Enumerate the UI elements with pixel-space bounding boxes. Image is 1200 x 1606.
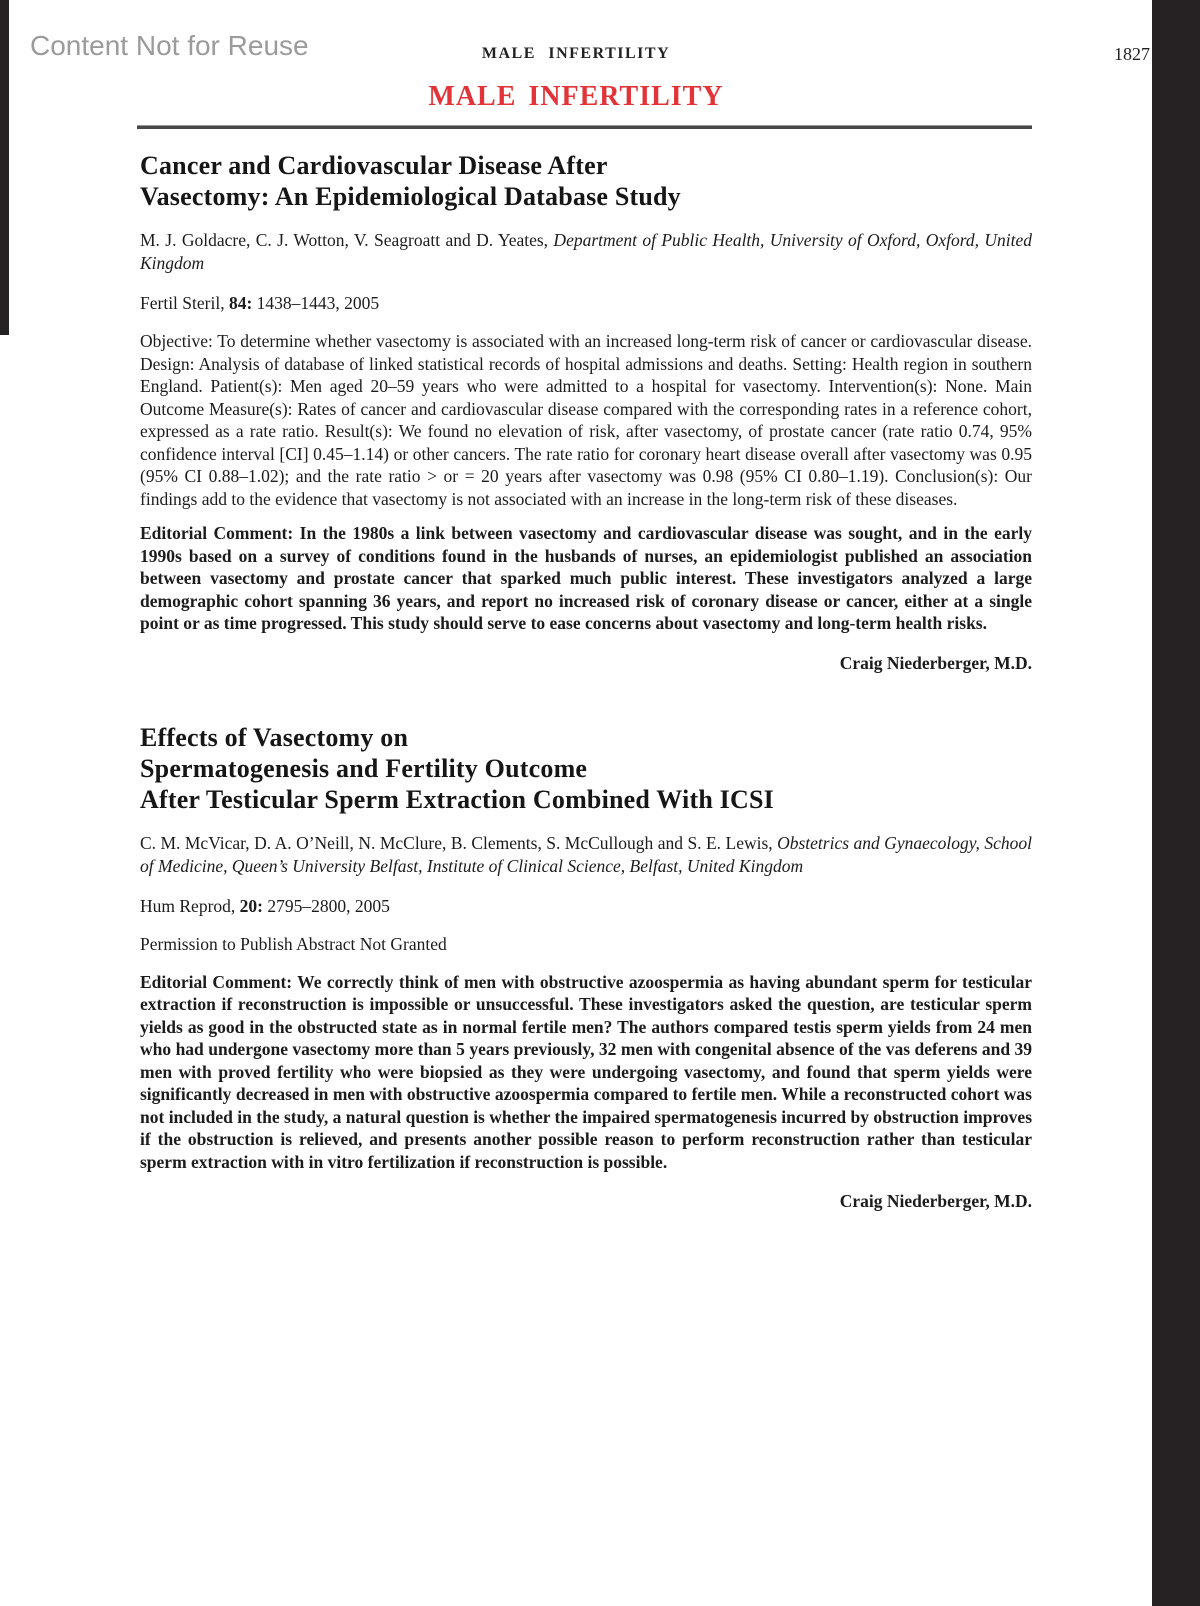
running-head: MALE INFERTILITY <box>481 45 671 62</box>
article-1-title <box>140 150 1032 212</box>
article-2-title-line-2: Spermatogenesis and Fertility Outcome <box>140 753 588 783</box>
article-1-title-line-1: Cancer and Cardiovascular Disease After <box>140 151 608 180</box>
article-1-citation <box>140 292 1032 315</box>
article-2-byline <box>140 832 1032 878</box>
article-2-signature: Craig Niederberger, M.D. <box>839 1191 1032 1211</box>
article-2-title-line-3: After Testicular Sperm Extraction Combined With ICSI <box>140 784 774 814</box>
article-1-authors: M. J. Goldacre, C. J. Wotton, V. Seagroatt and D. Yeates, <box>140 230 549 250</box>
article-2-title-line-1: Effects of Vasectomy on <box>140 722 409 752</box>
article-2-title <box>140 722 1032 815</box>
article-separator <box>140 674 1032 722</box>
page-content <box>140 150 1032 1212</box>
article-1-title-line-2: Vasectomy: An Epidemiological Database Study <box>140 182 681 211</box>
article-2-citation-volume: 20: <box>239 895 263 916</box>
article-1 <box>140 150 1032 674</box>
article-2-citation-pages: 2795–2800, 2005 <box>262 895 390 916</box>
page-number: 1827 <box>1114 44 1150 64</box>
scan-edge-strip-left <box>0 0 9 335</box>
article-1-citation-pages: 1438–1443, 2005 <box>252 293 380 313</box>
article-1-citation-journal: Fertil Steril, <box>140 293 229 313</box>
section-heading: MALE INFERTILITY <box>428 81 724 112</box>
article-2-authors: C. M. McVicar, D. A. O’Neill, N. McClure, B. Clements, S. McCullough and S. E. Lewis, <box>140 832 773 853</box>
article-2-citation-journal: Hum Reprod, <box>140 895 240 916</box>
article-2-permission-note: Permission to Publish Abstract Not Granted <box>140 933 447 954</box>
article-2 <box>140 722 1032 1213</box>
scan-edge-strip-right <box>1152 0 1200 1606</box>
article-1-editorial-comment: Editorial Comment: In the 1980s a link between vasectomy and cardiovascular disease was sought, and in the early 1990s based on a survey of conditions found in the husbands of nurses, an epidemiologist published an association between vasectomy and prostate cancer that sparked much public interest. These investigators analyzed a large demographic cohort spanning 36 years, and report no increased risk of coronary disease or cancer, either at a single point or as time progressed. This study should serve to ease concerns about vasectomy and long-term health risks. <box>140 523 1032 633</box>
article-1-byline <box>140 229 1032 275</box>
article-1-citation-volume: 84: <box>228 293 253 313</box>
article-2-affiliation: Obstetrics and Gynaecology, School of Medicine, Queen’s University Belfast, Institute of Clinical Science, Belfast, United Kingdom <box>140 832 1032 876</box>
article-1-signature: Craig Niederberger, M.D. <box>839 652 1032 673</box>
watermark-text: Content Not for Reuse <box>30 30 309 61</box>
article-2-citation <box>140 895 1032 918</box>
article-1-abstract: Objective: To determine whether vasectomy is associated with an increased long-term risk of cancer or cardiovascular disease. Design: Analysis of database of linked statistical records of hospital admissions and deaths. Setting: Health region in southern England. Patient(s): Men aged 20–59 years who were admitted to a hospital for vasectomy. Intervention(s): None. Main Outcome Measure(s): Rates of cancer and cardiovascular disease compared with the corresponding rates in a reference cohort, expressed as a rate ratio. Result(s): We found no elevation of risk, after vasectomy, of prostate cancer (rate ratio 0.74, 95% confidence interval [CI] 0.45–1.14) or other cancers. The rate ratio for coronary heart disease overall after vasectomy was 0.95 (95% CI 0.88–1.02); and the rate ratio > or = 20 years after vasectomy was 0.98 (95% CI 0.80–1.19). Conclusion(s): Our findings add to the evidence that vasectomy is not associated with an increase in the long-term risk of these diseases. <box>140 331 1032 509</box>
header-rule <box>137 125 1032 129</box>
article-2-editorial-comment: Editorial Comment: We correctly think of men with obstructive azoospermia as having abundant sperm for testicular extraction if reconstruction is impossible or unsuccessful. These investigators asked the question, are testicular sperm yields as good in the obstructed state as in normal fertile men? The authors compared testis sperm yields from 24 men who had undergone vasectomy more than 5 years previously, 32 men with congenital absence of the vas deferens and 39 men with proved fertility who were biopsied as they were undergoing vasectomy, and found that sperm yields were significantly decreased in men with obstructive azoospermia compared to fertile men. While a reconstructed cohort was not included in the study, a natural question is whether the impaired spermatogenesis incurred by obstruction improves if the obstruction is relieved, and presents another possible reason to perform reconstruction rather than testicular sperm extraction with in vitro fertilization if reconstruction is possible. <box>140 971 1032 1172</box>
article-1-affiliation: Department of Public Health, University of Oxford, Oxford, United Kingdom <box>140 230 1032 273</box>
